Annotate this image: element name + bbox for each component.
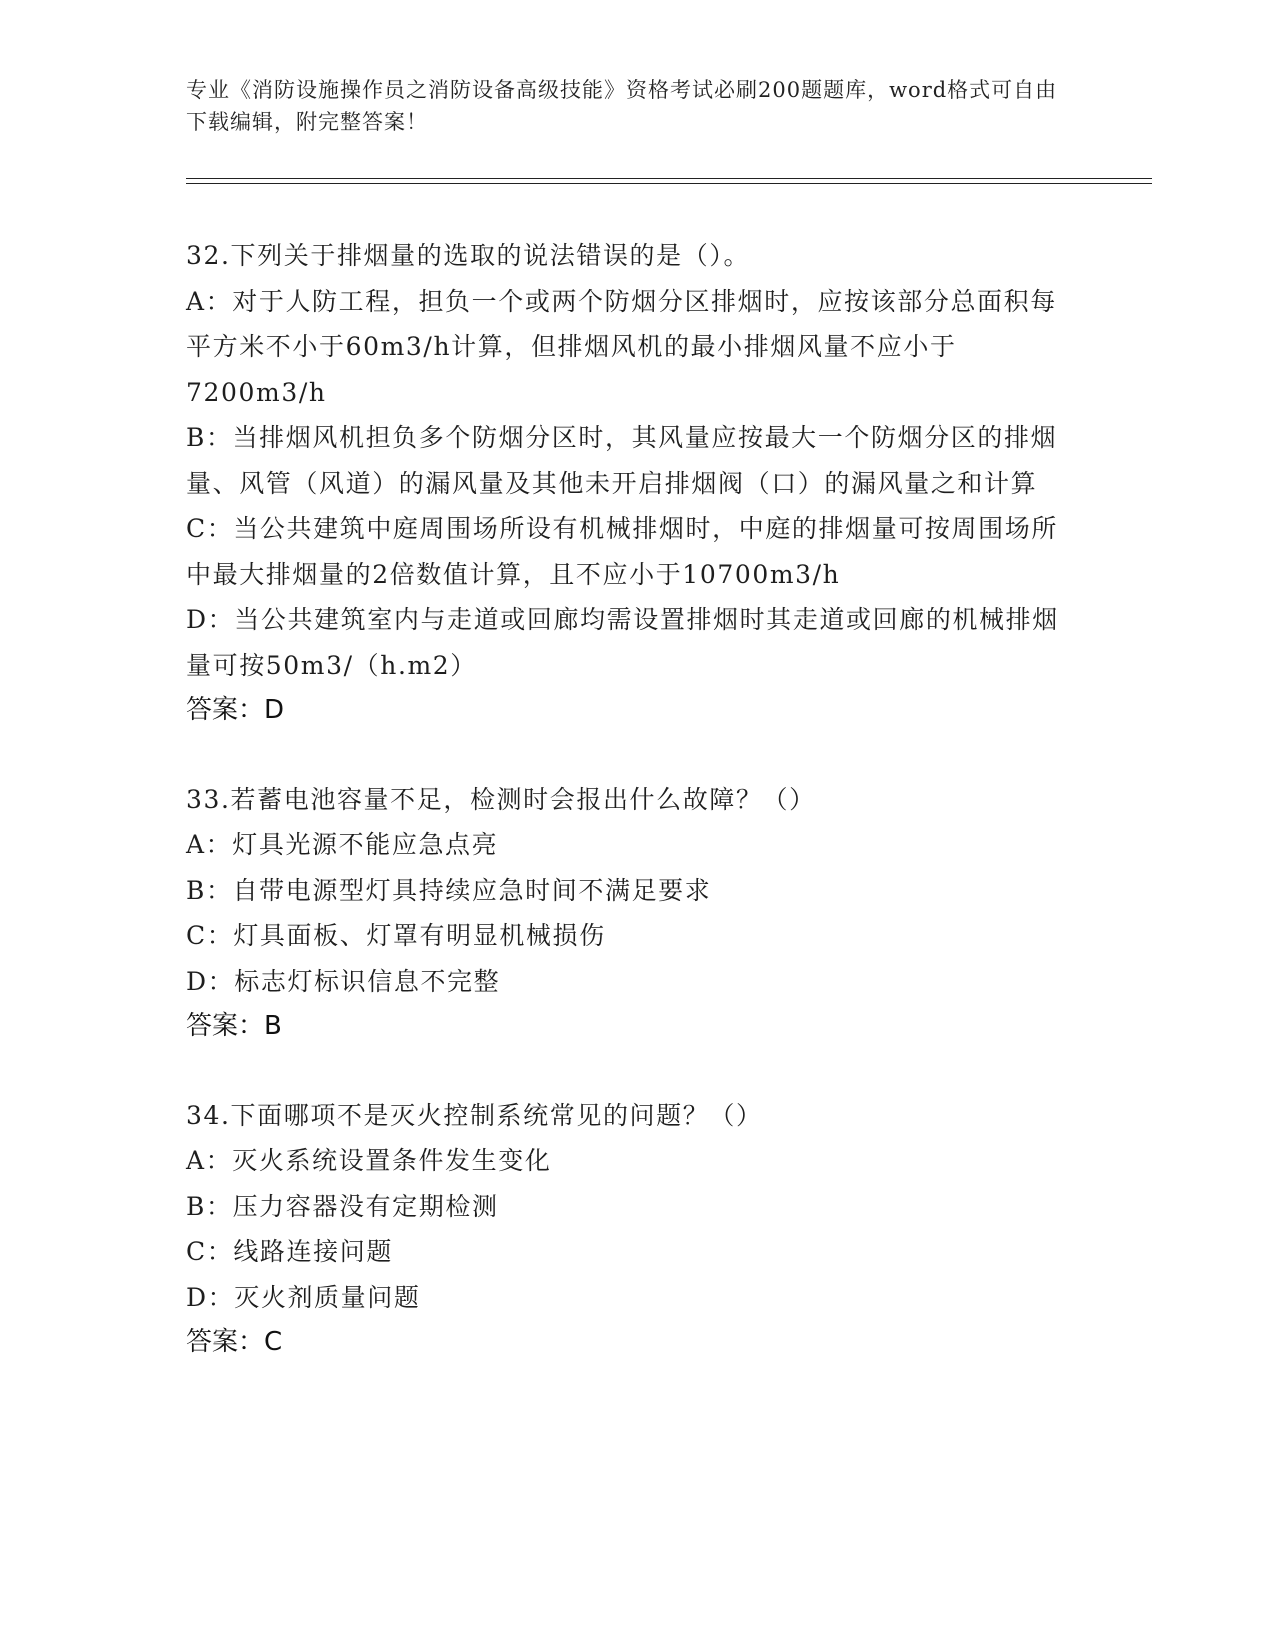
answer-line: 答案：B bbox=[186, 1011, 282, 1041]
question-stem: 34.下面哪项不是灭火控制系统常见的问题？（） bbox=[186, 1100, 763, 1130]
option-c: C：线路连接问题 bbox=[186, 1237, 393, 1266]
option-c: C：灯具面板、灯罩有明显机械损伤 bbox=[186, 921, 606, 950]
option-d: D：标志灯标识信息不完整 bbox=[186, 966, 501, 996]
question-stem: 33.若蓄电池容量不足，检测时会报出什么故障？（） bbox=[186, 784, 816, 814]
question-32 bbox=[186, 233, 1076, 734]
option-b: B：压力容器没有定期检测 bbox=[186, 1191, 499, 1221]
question-list bbox=[186, 233, 1076, 1409]
option-a: A：对于人防工程，担负一个或两个防烟分区排烟时，应按该部分总面积每平方米不小于60m3/h计算，但排烟风机的最小排烟风量不应小于7200m3/h bbox=[186, 286, 1057, 407]
question-stem: 32.下列关于排烟量的选取的说法错误的是（）。 bbox=[186, 241, 751, 270]
option-d: D：灭火剂质量问题 bbox=[186, 1282, 421, 1312]
option-a: A：灯具光源不能应急点亮 bbox=[186, 830, 499, 859]
document-header: 专业《消防设施操作员之消防设备高级技能》资格考试必刷200题题库，word格式可自由下载编辑，附完整答案！ bbox=[186, 78, 1058, 134]
header-rule-top bbox=[186, 178, 1152, 179]
option-c: C：当公共建筑中庭周围场所设有机械排烟时，中庭的排烟量可按周围场所中最大排烟量的2倍数值计算，且不应小于10700m3/h bbox=[186, 514, 1058, 589]
answer-line: 答案：D bbox=[186, 695, 285, 725]
answer-line: 答案：C bbox=[186, 1327, 283, 1357]
option-b: B：当排烟风机担负多个防烟分区时，其风量应按最大一个防烟分区的排烟量、风管（风道）的漏风量及其他未开启排烟阀（口）的漏风量之和计算 bbox=[186, 423, 1058, 498]
question-33 bbox=[186, 777, 1076, 1050]
header-rule-bottom bbox=[186, 183, 1152, 184]
option-d: D：当公共建筑室内与走道或回廊均需设置排烟时其走道或回廊的机械排烟量可按50m3/（h.m2） bbox=[186, 605, 1059, 680]
question-34 bbox=[186, 1093, 1076, 1366]
option-a: A：灭火系统设置条件发生变化 bbox=[186, 1146, 552, 1175]
option-b: B：自带电源型灯具持续应急时间不满足要求 bbox=[186, 875, 712, 905]
